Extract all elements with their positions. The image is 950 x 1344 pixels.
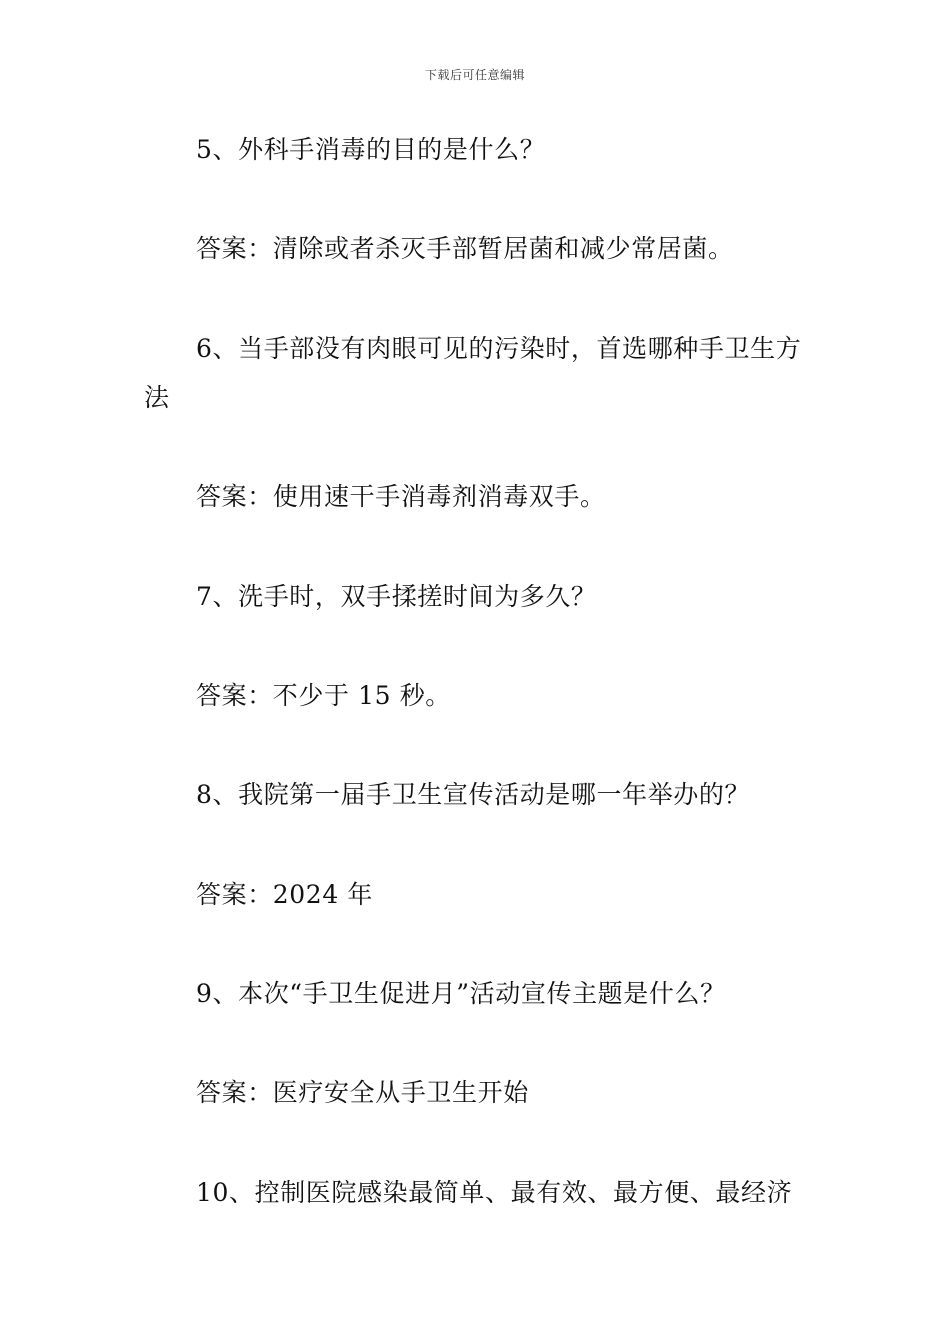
answer-9: 答案：医疗安全从手卫生开始	[196, 1078, 529, 1107]
answer-6: 答案：使用速干手消毒剂消毒双手。	[196, 482, 606, 511]
question-10-line-1: 10、控制医院感染最简单、最有效、最方便、最经济	[196, 1178, 793, 1207]
question-7: 7、洗手时，双手揉搓时间为多久？	[196, 582, 597, 611]
header-note: 下载后可任意编辑	[424, 68, 525, 82]
question-6-line-2: 法	[144, 383, 170, 412]
question-9: 9、本次“手卫生促进月”活动宣传主题是什么？	[196, 979, 726, 1008]
answer-5: 答案：清除或者杀灭手部暂居菌和减少常居菌。	[196, 234, 734, 263]
question-8: 8、我院第一届手卫生宣传活动是哪一年举办的？	[196, 780, 751, 809]
answer-8: 答案：2024 年	[196, 880, 373, 909]
question-5: 5、外科手消毒的目的是什么？	[196, 135, 546, 164]
answer-7: 答案：不少于 15 秒。	[196, 681, 451, 710]
question-6-line-1: 6、当手部没有肉眼可见的污染时，首选哪种手卫生方	[196, 334, 802, 363]
